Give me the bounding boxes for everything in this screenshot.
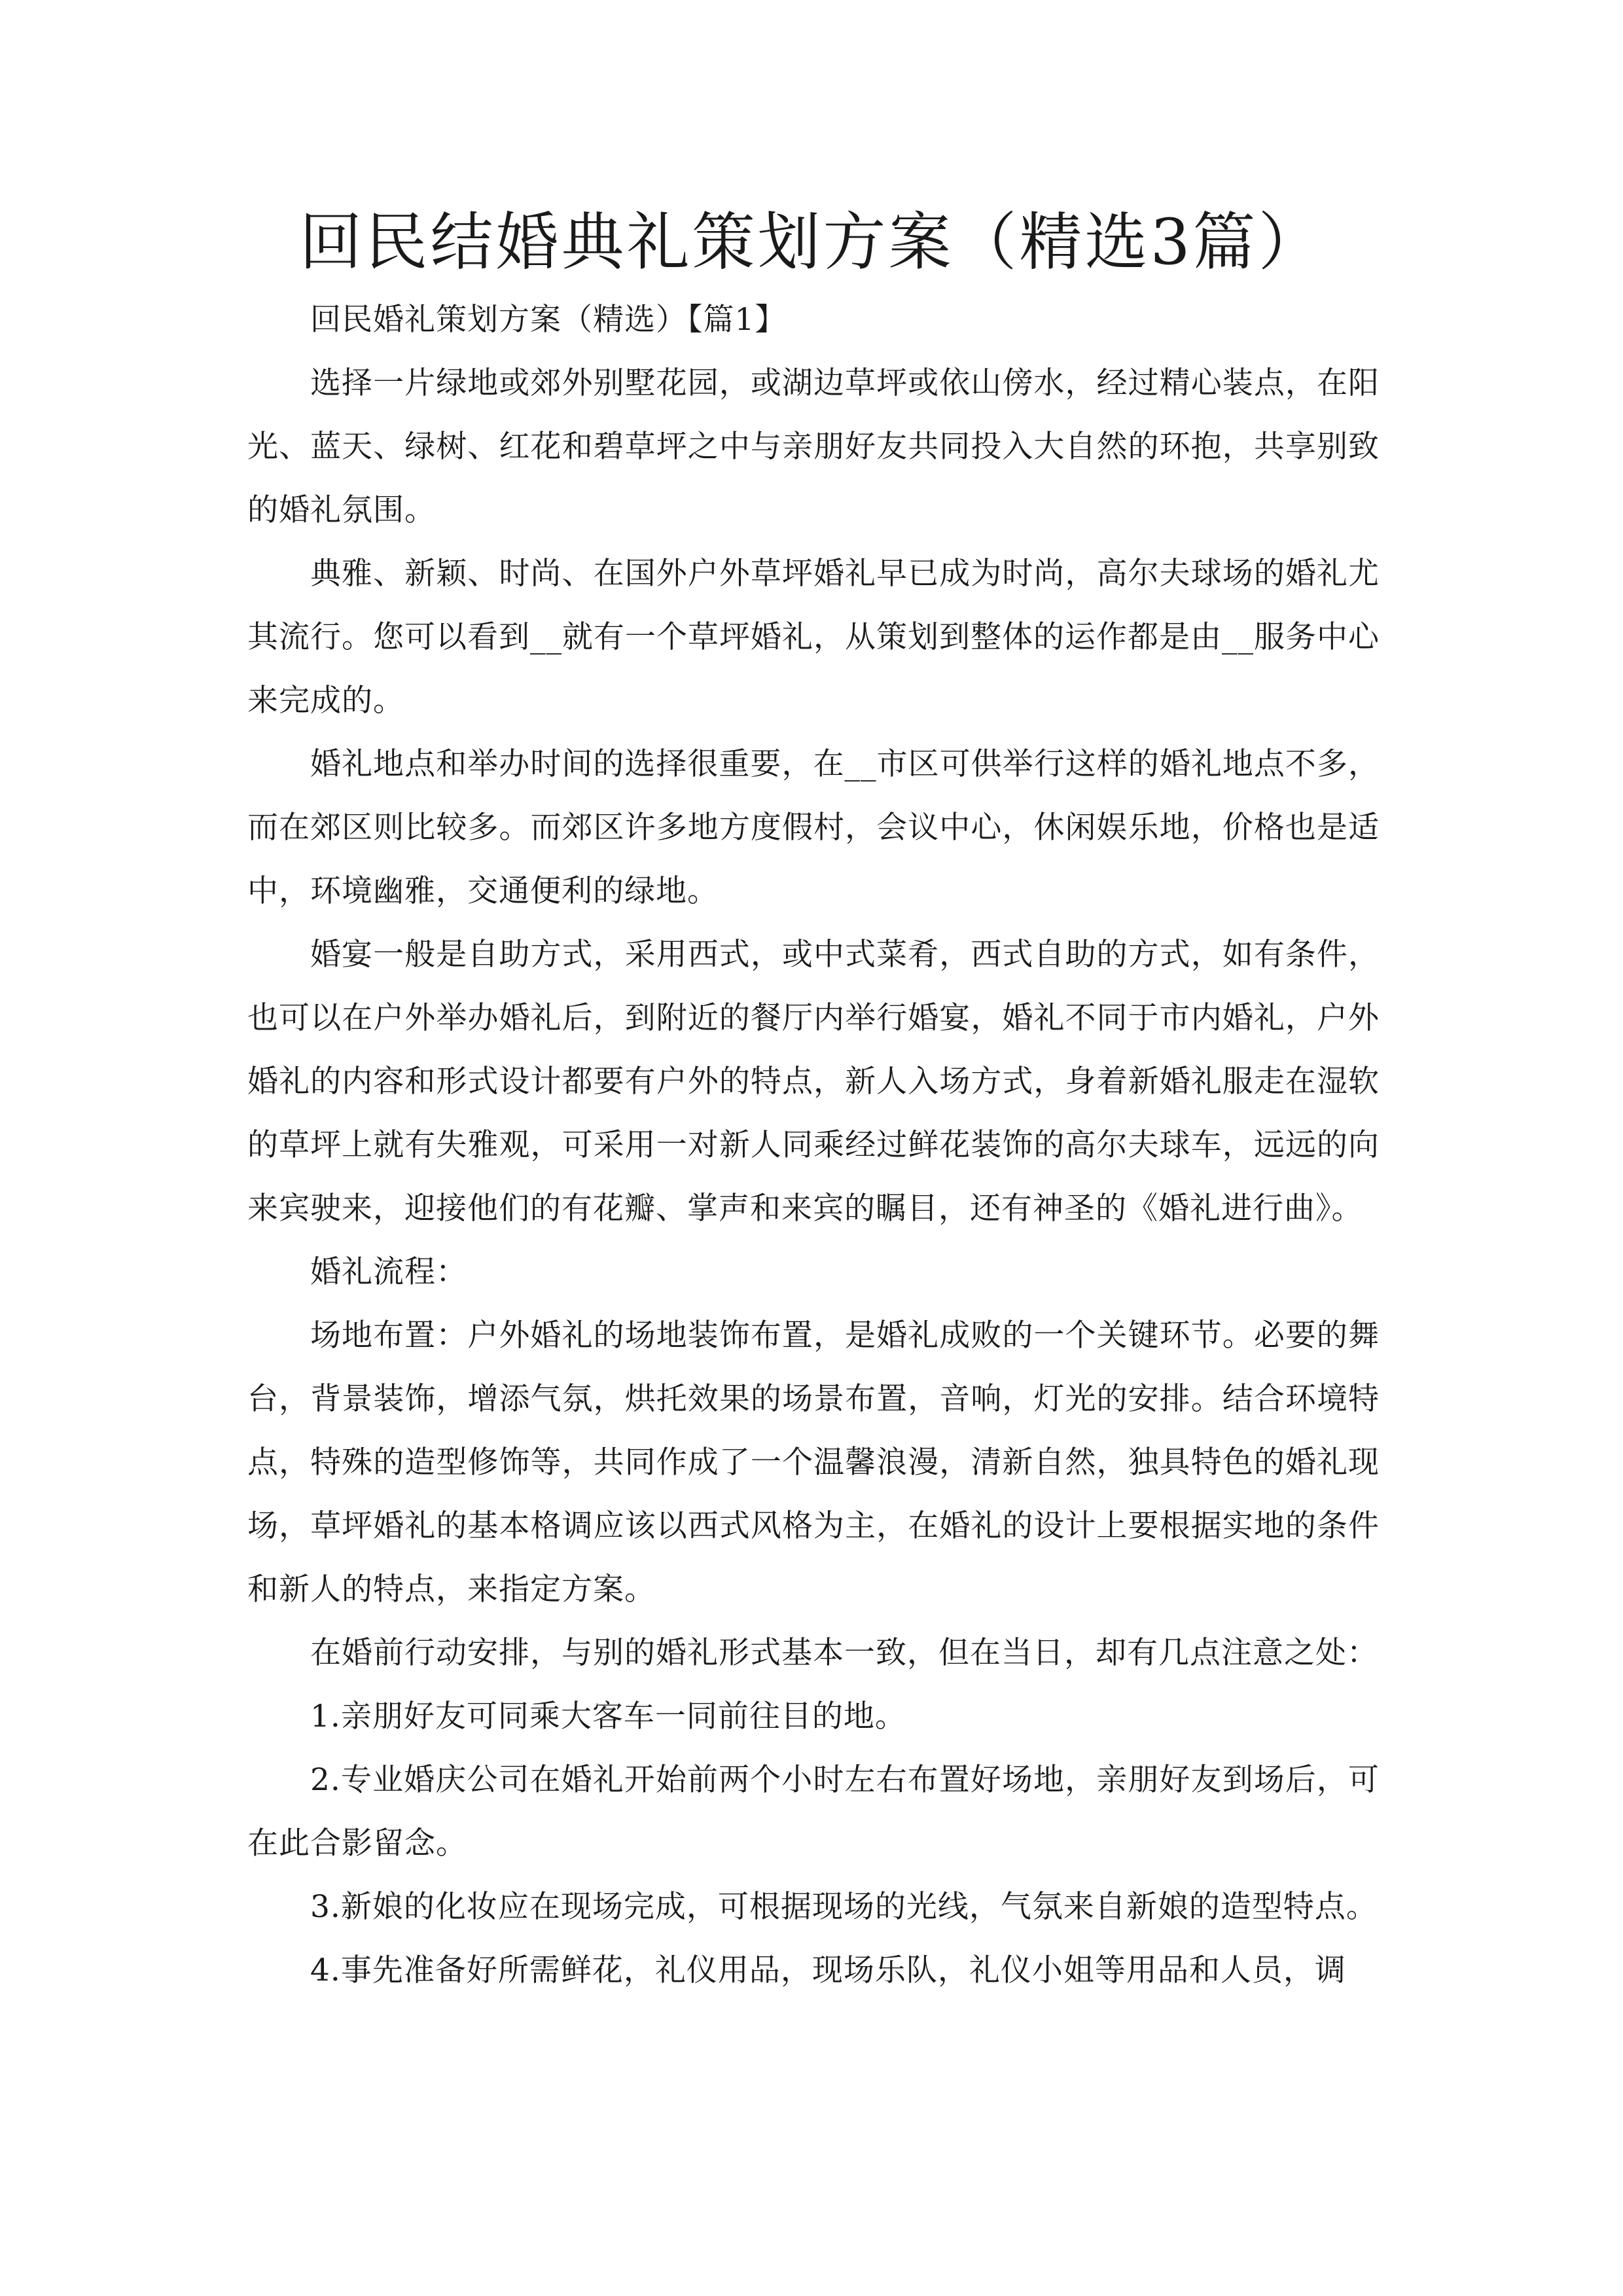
paragraph: 在婚前行动安排，与别的婚礼形式基本一致，但在当日，却有几点注意之处： (310, 1635, 1378, 1671)
list-item: 3.新娘的化妆应在现场完成，可根据现场的光线，气氛来自新娘的造型特点。 (310, 1889, 1378, 1925)
paragraph: 选择一片绿地或郊外别墅花园，或湖边草坪或依山傍水，经过精心装点，在阳光、蓝天、绿树、红花和碧草坪之中与亲朋好友共同投入大自然的环抱，共享别致的婚礼氛围。 (247, 365, 1380, 528)
paragraph: 场地布置：户外婚礼的场地装饰布置，是婚礼成败的一个关键环节。必要的舞台，背景装饰，增添气氛，烘托效果的场景布置，音响，灯光的安排。结合环境特点，特殊的造型修饰等，共同作成了一个温馨浪漫，清新自然，独具特色的婚礼现场，草坪婚礼的基本格调应该以西式风格为主，在婚礼的设计上要根据实地的条件和新人的特点，来指定方案。 (247, 1318, 1380, 1607)
paragraph: 典雅、新颖、时尚、在国外户外草坪婚礼早已成为时尚，高尔夫球场的婚礼尤其流行。您可以看到__就有一个草坪婚礼，从策划到整体的运作都是由__服务中心来完成的。 (247, 556, 1380, 719)
list-item: 4.事先准备好所需鲜花，礼仪用品，现场乐队，礼仪小姐等用品和人员，调 (310, 1952, 1346, 1988)
document-title: 回民结婚典礼策划方案（精选3篇） (299, 206, 1324, 279)
paragraph: 婚宴一般是自助方式，采用西式，或中式菜肴，西式自助的方式，如有条件，也可以在户外举办婚礼后，到附近的餐厅内举行婚宴，婚礼不同于市内婚礼，户外婚礼的内容和形式设计都要有户外的特点，新人入场方式，身着新婚礼服走在湿软的草坪上就有失雅观，可采用一对新人同乘经过鲜花装饰的高尔夫球车，远远的向来宾驶来，迎接他们的有花瓣、掌声和来宾的瞩目，还有神圣的《婚礼进行曲》。 (247, 937, 1380, 1227)
paragraph: 婚礼流程： (310, 1254, 467, 1290)
document-body (247, 288, 1380, 2002)
list-item: 2.专业婚庆公司在婚礼开始前两个小时左右布置好场地，亲朋好友到场后，可在此合影留念。 (247, 1762, 1380, 1861)
section-heading: 回民婚礼策划方案（精选）【篇1】 (310, 302, 787, 338)
paragraph: 婚礼地点和举办时间的选择很重要，在__市区可供举行这样的婚礼地点不多，而在郊区则比较多。而郊区许多地方度假村，会议中心，休闲娱乐地，价格也是适中，环境幽雅，交通便利的绿地。 (247, 746, 1380, 909)
list-item: 1.亲朋好友可同乘大客车一同前往目的地。 (310, 1698, 906, 1734)
